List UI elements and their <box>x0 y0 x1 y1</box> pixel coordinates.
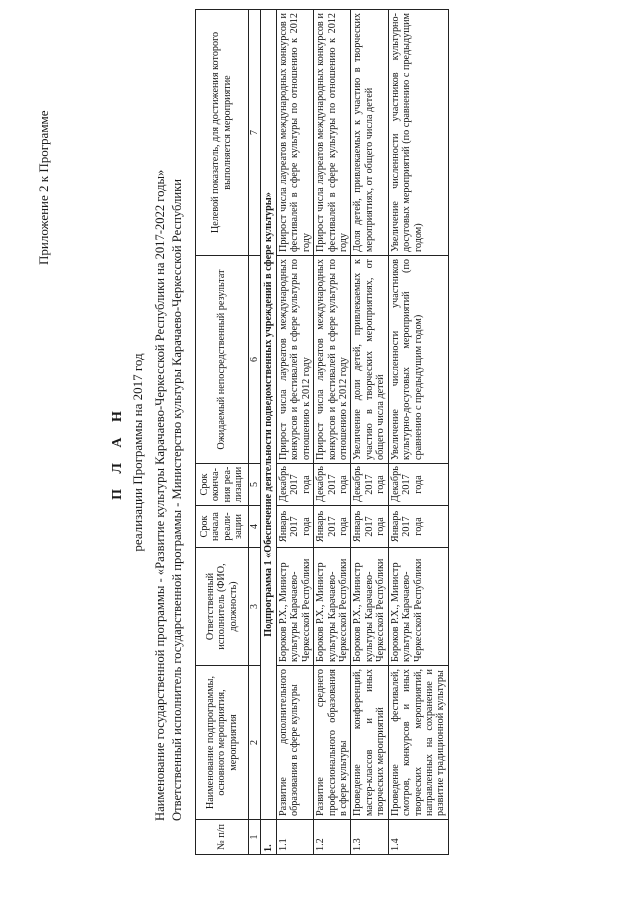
table-row <box>277 10 314 855</box>
row-name: Развитие среднего профессионального образования в сфере культуры <box>314 666 351 820</box>
row-result: Увеличение численности участников культурно-досуговых мероприятий (по сравнению с предыдущим годом) <box>388 256 448 464</box>
table-row <box>314 10 351 855</box>
row-executor: Бороков Р.Х., Министр культуры Карачаево-Черкесской Республики <box>351 548 388 666</box>
row-indicator: Прирост числа лауреатов международных конкурсов и фестивалей в сфере культуры по отношению к 2012 году <box>314 10 351 256</box>
document-title: П Л А Н <box>110 405 125 500</box>
row-indicator: Увеличение численности участников культурно-досуговых мероприятий (по сравнению с предыдущим годом) <box>388 10 448 256</box>
row-indicator: Доля детей, привлекаемых к участию в творческих мероприятиях, от общего числа детей <box>351 10 388 256</box>
row-end: Декабрь 2017 года <box>314 464 351 506</box>
column-number: 3 <box>248 548 260 666</box>
row-start: Январь 2017 года <box>351 506 388 548</box>
header-executor: Ответственный исполнитель (ФИО, должность) <box>196 548 249 666</box>
executor-line: Ответственный исполнитель государственной программы - Министерство культуры Карачаево-Черкесской Республики <box>170 179 184 821</box>
header-start: Срок начала реали-зации <box>196 506 249 548</box>
header-result: Ожидаемый непосредственный результат <box>196 256 249 464</box>
column-number: 1 <box>248 820 260 855</box>
row-executor: Бороков Р.Х., Министр культуры Карачаево-Черкесской Республики <box>388 548 448 666</box>
row-num: 1.1 <box>277 820 314 855</box>
row-result: Прирост числа лауреатов международных конкурсов и фестивалей в сфере культуры по отношению к 2012 году <box>277 256 314 464</box>
row-executor: Бороков Р.Х., Министр культуры Карачаево-Черкесской Республики <box>277 548 314 666</box>
column-number: 7 <box>248 10 260 256</box>
header-end: Срок оконча-ния реа-лизации <box>196 464 249 506</box>
column-number: 5 <box>248 464 260 506</box>
header-num: № п/п <box>196 820 249 855</box>
column-number: 6 <box>248 256 260 464</box>
row-end: Декабрь 2017 года <box>351 464 388 506</box>
column-number: 4 <box>248 506 260 548</box>
row-num: 1.3 <box>351 820 388 855</box>
row-end: Декабрь 2017 года <box>277 464 314 506</box>
row-indicator: Прирост числа лауреатов международных конкурсов и фестивалей в сфере культуры по отношению к 2012 году <box>277 10 314 256</box>
row-name: Развитие дополнительного образования в сфере культуры <box>277 666 314 820</box>
subprogram-title: Подпрограмма 1 «Обеспечение деятельности подведомственных учреждений в сфере культуры» <box>260 10 276 820</box>
header-name: Наименование подпрограммы, основного мероприятия, мероприятия <box>196 666 249 820</box>
row-executor: Бороков Р.Х., Министр культуры Карачаево-Черкесской Республики <box>314 548 351 666</box>
appendix-label: Приложение 2 к Программе <box>36 110 51 265</box>
program-name-line: Наименование государственной программы - «Развитие культуры Карачаево-Черкесской Республики на 2017-2022 годы» <box>153 169 167 821</box>
row-result: Прирост числа лауреатов международных конкурсов и фестивалей в сфере культуры по отношению к 2012 году <box>314 256 351 464</box>
document-subtitle: реализации Программы на 2017 год <box>130 353 145 552</box>
row-end: Декабрь 2017 года <box>388 464 448 506</box>
table-row <box>388 10 448 855</box>
row-num: 1.2 <box>314 820 351 855</box>
row-num: 1.4 <box>388 820 448 855</box>
table-row <box>351 10 388 855</box>
subprogram-num: 1. <box>260 820 276 855</box>
subprogram-row <box>260 10 276 855</box>
row-start: Январь 2017 года <box>314 506 351 548</box>
row-name: Проведение конференций, мастер-классов и иных творческих мероприятий <box>351 666 388 820</box>
plan-table <box>195 9 449 855</box>
table-header-row <box>196 10 249 855</box>
row-name: Проведение фестивалей, смотров, конкурсов и иных творческих мероприятий, направленных на сохранение и развитие традиционной культуры <box>388 666 448 820</box>
column-number: 2 <box>248 666 260 820</box>
row-start: Январь 2017 года <box>388 506 448 548</box>
header-indicator: Целевой показатель, для достижения которого выполняется мероприятие <box>196 10 249 256</box>
row-result: Увеличение доли детей, привлекаемых к участию в творческих мероприятиях, от общего числа детей <box>351 256 388 464</box>
column-number-row <box>248 10 260 855</box>
row-start: Январь 2017 года <box>277 506 314 548</box>
